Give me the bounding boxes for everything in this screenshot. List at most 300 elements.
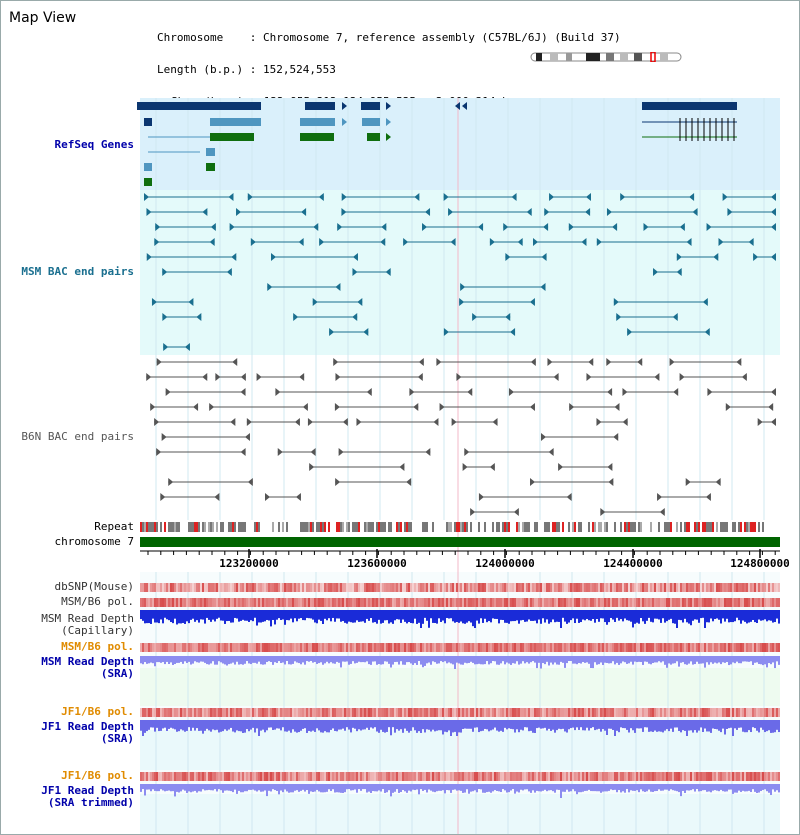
heat-cell <box>392 708 394 717</box>
heat-cell <box>278 772 280 781</box>
depth-bar <box>730 610 732 622</box>
heat-cell <box>236 598 238 607</box>
heat-cell <box>234 643 236 652</box>
heat-cell <box>710 583 712 592</box>
depth-bar <box>480 784 482 789</box>
heat-cell <box>688 643 690 652</box>
heat-cell <box>470 583 472 592</box>
heat-cell <box>670 598 672 607</box>
heat-cell <box>536 598 538 607</box>
repeat-block <box>202 522 204 532</box>
depth-bar <box>576 720 578 727</box>
heat-cell <box>280 643 282 652</box>
heat-cell <box>460 708 462 717</box>
header-chromosome: Chromosome : Chromosome 7, reference assembly (C57BL/6J) (Build 37) <box>157 31 621 44</box>
heat-cell <box>438 583 440 592</box>
heat-cell <box>226 583 228 592</box>
heat-cell <box>336 598 338 607</box>
label-dbsnp[interactable]: dbSNP(Mouse) <box>54 580 134 593</box>
depth-bar <box>174 656 176 664</box>
heat-cell <box>222 583 224 592</box>
depth-bar <box>216 656 218 665</box>
depth-bar <box>288 610 290 620</box>
repeat-block <box>494 522 496 532</box>
heat-cell <box>662 643 664 652</box>
repeat-block <box>328 522 330 532</box>
depth-bar <box>148 720 150 730</box>
repeat-block <box>566 522 568 532</box>
heat-cell <box>594 643 596 652</box>
heat-cell <box>140 708 142 717</box>
depth-bar <box>702 784 704 790</box>
heat-cell <box>632 643 634 652</box>
heat-cell <box>636 643 638 652</box>
heat-cell <box>604 708 606 717</box>
heat-cell <box>360 643 362 652</box>
repeat-block <box>314 522 316 532</box>
heat-cell <box>390 772 392 781</box>
repeat-block <box>228 522 230 532</box>
heat-cell <box>456 583 458 592</box>
repeat-block <box>522 522 524 532</box>
heat-cell <box>738 598 740 607</box>
repeat-block <box>696 522 698 532</box>
repeat-block <box>340 522 342 532</box>
depth-bar <box>236 610 238 618</box>
label-jf1-depth-trim[interactable] <box>41 785 134 809</box>
heat-cell <box>426 643 428 652</box>
heat-cell <box>626 598 628 607</box>
depth-bar <box>630 784 632 790</box>
depth-bar <box>522 610 524 620</box>
heat-cell <box>730 643 732 652</box>
heat-cell <box>342 643 344 652</box>
header-length: Length (b.p.) : 152,524,553 <box>157 63 336 76</box>
heat-cell <box>648 772 650 781</box>
depth-bar <box>594 610 596 623</box>
heat-cell <box>404 643 406 652</box>
heat-cell <box>454 643 456 652</box>
depth-bar <box>696 656 698 662</box>
repeat-block <box>650 522 652 532</box>
depth-bar <box>260 610 262 623</box>
depth-bar <box>290 784 292 792</box>
depth-bar <box>382 610 384 623</box>
depth-bar <box>692 784 694 789</box>
heat-cell <box>622 598 624 607</box>
gene-feature <box>144 163 152 171</box>
heat-cell <box>248 598 250 607</box>
repeat-block <box>416 522 418 532</box>
heat-cell <box>684 643 686 652</box>
repeat-block <box>146 522 148 532</box>
heat-cell <box>298 598 300 607</box>
heat-cell <box>580 583 582 592</box>
heat-cell <box>386 708 388 717</box>
depth-bar <box>598 784 600 791</box>
label-msm-depth-cap[interactable] <box>41 613 134 637</box>
b6n-bac-pair-end <box>303 403 308 411</box>
heat-cell <box>564 708 566 717</box>
heat-cell <box>744 583 746 592</box>
heat-cell <box>412 598 414 607</box>
depth-bar <box>324 720 326 731</box>
depth-bar <box>442 610 444 621</box>
label-jf1-pol[interactable]: JF1/B6 pol. <box>61 705 134 718</box>
depth-bar <box>276 610 278 620</box>
heat-cell <box>590 772 592 781</box>
repeat-block <box>638 522 640 532</box>
heat-cell <box>678 708 680 717</box>
heat-cell <box>368 643 370 652</box>
depth-bar <box>492 656 494 661</box>
depth-bar <box>340 784 342 793</box>
heat-cell <box>424 708 426 717</box>
heat-cell <box>550 708 552 717</box>
heat-cell <box>478 583 480 592</box>
heat-cell <box>532 643 534 652</box>
depth-bar <box>560 720 562 729</box>
heat-cell <box>664 708 666 717</box>
depth-bar <box>374 720 376 727</box>
depth-bar <box>304 610 306 620</box>
b6n-bac-pair-end <box>311 448 316 456</box>
depth-bar <box>334 656 336 664</box>
heat-cell <box>216 583 218 592</box>
heat-cell <box>172 583 174 592</box>
depth-bar <box>178 610 180 623</box>
depth-bar <box>608 720 610 729</box>
depth-bar <box>194 720 196 731</box>
depth-bar <box>248 784 250 790</box>
label-b6n-bac[interactable]: B6N BAC end pairs <box>21 430 134 443</box>
repeat-block <box>440 522 442 532</box>
heat-cell <box>776 643 778 652</box>
depth-bar <box>630 656 632 662</box>
b6n-bac-pair-end <box>146 373 151 381</box>
heat-cell <box>304 598 306 607</box>
heat-cell <box>258 583 260 592</box>
depth-bar <box>388 656 390 664</box>
depth-bar <box>516 784 518 792</box>
depth-bar <box>192 610 194 619</box>
heat-cell <box>394 643 396 652</box>
heat-cell <box>510 772 512 781</box>
depth-bar <box>290 656 292 665</box>
depth-bar <box>556 610 558 622</box>
gene-feature <box>642 102 737 110</box>
depth-bar <box>172 784 174 791</box>
heat-cell <box>644 643 646 652</box>
depth-bar <box>394 610 396 620</box>
axis-tick-label: 124000000 <box>475 557 535 570</box>
repeat-block <box>592 522 594 532</box>
heat-cell <box>350 598 352 607</box>
depth-bar <box>758 784 760 793</box>
heat-cell <box>652 598 654 607</box>
heat-cell <box>474 708 476 717</box>
heat-cell <box>684 598 686 607</box>
heat-cell <box>484 598 486 607</box>
depth-bar <box>704 720 706 729</box>
heat-cell <box>240 772 242 781</box>
heat-cell <box>468 708 470 717</box>
b6n-bac-pair-end <box>771 418 776 426</box>
heat-cell <box>218 708 220 717</box>
repeat-block <box>498 522 500 532</box>
heat-cell <box>258 643 260 652</box>
heat-cell <box>346 643 348 652</box>
depth-bar <box>230 784 232 791</box>
heat-cell <box>454 708 456 717</box>
depth-bar <box>504 610 506 623</box>
depth-bar <box>232 720 234 732</box>
depth-bar <box>360 784 362 791</box>
heat-cell <box>618 583 620 592</box>
heat-cell <box>672 772 674 781</box>
repeat-block <box>708 522 710 532</box>
depth-bar <box>346 720 348 727</box>
depth-bar <box>602 656 604 665</box>
depth-bar <box>670 784 672 789</box>
heat-cell <box>332 643 334 652</box>
heat-cell <box>512 643 514 652</box>
heat-cell <box>146 598 148 607</box>
repeat-block <box>446 522 448 532</box>
heat-cell <box>272 708 274 717</box>
heat-cell <box>486 708 488 717</box>
heat-cell <box>310 708 312 717</box>
heat-cell <box>752 708 754 717</box>
heat-cell <box>304 583 306 592</box>
heat-cell <box>602 643 604 652</box>
heat-cell <box>656 583 658 592</box>
depth-bar <box>552 610 554 619</box>
heat-cell <box>636 772 638 781</box>
depth-bar <box>436 656 438 664</box>
depth-bar <box>454 784 456 789</box>
depth-bar <box>772 656 774 662</box>
depth-bar <box>190 784 192 792</box>
b6n-bac-pair-end <box>160 493 165 501</box>
depth-bar <box>222 610 224 621</box>
depth-bar <box>420 610 422 628</box>
depth-bar <box>528 656 530 664</box>
heat-cell <box>220 598 222 607</box>
depth-bar <box>206 610 208 618</box>
heat-cell <box>718 708 720 717</box>
repeat-block <box>188 522 190 532</box>
heat-cell <box>346 708 348 717</box>
depth-bar <box>700 610 702 618</box>
depth-bar <box>618 784 620 790</box>
heat-cell <box>500 772 502 781</box>
heat-cell <box>312 708 314 717</box>
depth-bar <box>584 656 586 663</box>
heat-cell <box>632 598 634 607</box>
depth-bar <box>764 610 766 619</box>
depth-bar <box>384 656 386 661</box>
depth-bar <box>228 784 230 791</box>
repeat-block <box>666 522 668 532</box>
heat-cell <box>688 598 690 607</box>
depth-bar <box>552 720 554 730</box>
depth-bar <box>506 784 508 792</box>
heat-cell <box>176 583 178 592</box>
repeat-block <box>150 522 152 532</box>
depth-bar <box>416 610 418 624</box>
heat-cell <box>722 643 724 652</box>
heat-cell <box>540 708 542 717</box>
heat-cell <box>378 643 380 652</box>
depth-bar <box>314 610 316 622</box>
heat-cell <box>676 708 678 717</box>
heat-cell <box>772 643 774 652</box>
heat-cell <box>160 643 162 652</box>
depth-bar <box>722 720 724 729</box>
depth-bar <box>556 656 558 665</box>
heat-cell <box>448 708 450 717</box>
depth-bar <box>634 720 636 733</box>
heat-cell <box>514 708 516 717</box>
heat-cell <box>150 708 152 717</box>
depth-bar <box>224 610 226 624</box>
depth-bar <box>482 784 484 793</box>
heat-cell <box>358 643 360 652</box>
heat-cell <box>738 643 740 652</box>
depth-bar <box>314 720 316 732</box>
label-jf1-pol-trim[interactable]: JF1/B6 pol. <box>61 769 134 782</box>
repeat-block <box>486 522 488 532</box>
heat-cell <box>402 708 404 717</box>
label-msm-pol-sra[interactable]: MSM/B6 pol. <box>61 640 134 653</box>
depth-bar <box>446 720 448 732</box>
depth-bar <box>208 656 210 665</box>
depth-bar <box>670 720 672 729</box>
depth-bar <box>752 720 754 727</box>
depth-bar <box>648 656 650 664</box>
repeat-block <box>634 522 636 532</box>
heat-cell <box>742 772 744 781</box>
depth-bar <box>510 784 512 790</box>
depth-bar <box>242 720 244 733</box>
depth-bar <box>404 656 406 665</box>
label-msm-bac[interactable]: MSM BAC end pairs <box>21 265 134 278</box>
label-msm-depth-sra[interactable] <box>41 656 134 680</box>
repeat-block <box>464 522 466 532</box>
heat-cell <box>232 772 234 781</box>
heat-cell <box>322 598 324 607</box>
axis-tick-label: 124400000 <box>603 557 663 570</box>
repeat-block <box>578 522 580 532</box>
heat-cell <box>308 598 310 607</box>
heat-cell <box>154 772 156 781</box>
label-msm-pol[interactable]: MSM/B6 pol. <box>61 595 134 608</box>
depth-bar <box>146 720 148 731</box>
label-refseq[interactable]: RefSeq Genes <box>54 138 134 151</box>
depth-bar <box>658 784 660 789</box>
b6n-bac-pair-end <box>245 433 250 441</box>
depth-bar <box>258 784 260 790</box>
msm-bac-track-bg <box>140 190 780 355</box>
depth-bar <box>226 720 228 731</box>
depth-bar <box>680 656 682 663</box>
heat-cell <box>210 708 212 717</box>
depth-bar <box>488 784 490 792</box>
depth-bar <box>720 720 722 732</box>
heat-cell <box>256 598 258 607</box>
heat-cell <box>400 598 402 607</box>
b6n-bac-pair-end <box>608 478 613 486</box>
heat-cell <box>544 708 546 717</box>
heat-cell <box>404 583 406 592</box>
depth-bar <box>624 656 626 662</box>
heat-cell <box>556 708 558 717</box>
depth-bar <box>718 720 720 731</box>
depth-bar <box>584 610 586 620</box>
heat-cell <box>266 583 268 592</box>
heat-cell <box>370 708 372 717</box>
label-repeat[interactable]: Repeat <box>94 520 134 533</box>
depth-bar <box>760 610 762 621</box>
depth-bar <box>714 784 716 790</box>
heat-cell <box>578 772 580 781</box>
heat-cell <box>384 598 386 607</box>
depth-bar <box>140 656 142 663</box>
heat-cell <box>598 772 600 781</box>
heat-cell <box>738 583 740 592</box>
depth-bar <box>632 610 634 627</box>
depth-bar <box>144 720 146 733</box>
heat-cell <box>284 583 286 592</box>
depth-bar <box>160 656 162 663</box>
depth-bar <box>610 656 612 663</box>
heat-cell <box>636 598 638 607</box>
heat-cell <box>380 643 382 652</box>
depth-bar <box>154 656 156 666</box>
heat-cell <box>172 643 174 652</box>
depth-bar <box>296 784 298 790</box>
depth-bar <box>644 656 646 662</box>
depth-bar <box>294 720 296 732</box>
depth-bar <box>358 656 360 662</box>
heat-cell <box>696 583 698 592</box>
heat-cell <box>194 708 196 717</box>
depth-bar <box>706 784 708 792</box>
depth-bar <box>442 784 444 790</box>
repeat-block <box>182 522 184 532</box>
depth-bar <box>692 656 694 665</box>
heat-cell <box>370 598 372 607</box>
heat-cell <box>406 772 408 781</box>
depth-bar <box>546 720 548 730</box>
label-jf1-depth[interactable] <box>41 721 134 745</box>
heat-cell <box>776 708 778 717</box>
depth-bar <box>536 784 538 791</box>
label-msm-depth-cap-line1: MSM Read Depth <box>41 612 134 625</box>
depth-bar <box>472 784 474 791</box>
depth-bar <box>202 720 204 734</box>
heat-cell <box>246 598 248 607</box>
depth-bar <box>716 656 718 663</box>
depth-bar <box>380 656 382 665</box>
depth-bar <box>274 610 276 624</box>
depth-bar <box>158 720 160 731</box>
depth-bar <box>778 610 780 624</box>
depth-bar <box>266 784 268 796</box>
repeat-block <box>430 522 432 532</box>
depth-bar <box>612 720 614 730</box>
